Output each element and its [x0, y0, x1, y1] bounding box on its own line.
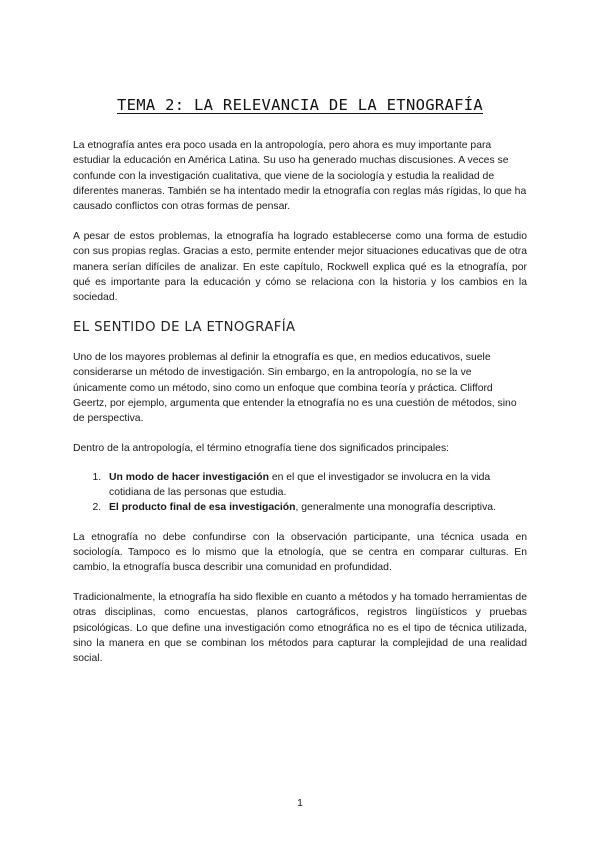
list-item: [104, 470, 527, 501]
paragraph-rockwell: A pesar de estos problemas, la etnografía ha logrado establecerse como una forma de estudio con sus propias reglas. Gracias a esto, permite entender mejor situaciones educativas que de otra manera serían difíciles de analizar. En este capítulo, Rockwell explica qué es la etnografía, por qué es importante para la educación y cómo se relaciona con la historia y los cambios en la sociedad.: [73, 230, 527, 304]
page-number: 1: [297, 798, 303, 809]
paragraph-method-problem: Uno de los mayores problemas al definir la etnografía es que, en medios educativos, suele considerarse un método de investigación. Sin embargo, en la antropología, no se la ve únicamente como un método, sino como un enfoque que combina teoría y práctica. Clifford Geertz, por ejemplo, argumenta que entender la etnografía no es una cuestión de métodos, sino de perspectiva.: [73, 351, 517, 425]
meanings-list: [73, 470, 527, 516]
paragraph-not-confuse: La etnografía no debe confundirse con la observación participante, una técnica usada en sociología. Tampoco es lo mismo que la etnología, que se centra en comparar culturas. En cambio, la etnografía busca describir una comunidad en profundidad.: [73, 531, 527, 574]
section-heading: EL SENTIDO DE LA ETNOGRAFÍA: [73, 319, 296, 335]
document-body: [73, 138, 527, 681]
paragraph-tradition: Tradicionalmente, la etnografía ha sido flexible en cuanto a métodos y ha tomado herramientas de otras disciplinas, como encuestas, planos cartográficos, registros lingüísticos y pruebas psicológicas. Lo que define una investigación como etnográfica no es el tipo de técnica utilizada, sino la manera en que se combinan los métodos para capturar la complejidad de una realidad social.: [73, 592, 527, 665]
list-item: [104, 500, 527, 515]
paragraph-intro: La etnografía antes era poco usada en la antropología, pero ahora es muy importante para estudiar la educación en América Latina. Su uso ha generado muchas discusiones. A veces se confunde con la investigación cualitativa, que viene de la sociología y estudia la realidad de diferentes maneras. También se ha intentado medir la etnografía con reglas más rígidas, lo que ha causado conflictos con otras formas de pensar.: [73, 140, 527, 213]
list-item-bold: Un modo de hacer investigación: [109, 471, 269, 483]
page-title: TEMA 2: LA RELEVANCIA DE LA ETNOGRAFÍA: [116, 96, 483, 114]
list-item-text: en el que el investigador se involucra en la vida cotidiana de las personas que estudia.: [109, 471, 491, 499]
paragraph-two-meanings: Dentro de la antropología, el término etnografía tiene dos significados principales:: [73, 442, 450, 454]
list-item-bold: El producto final de esa investigación: [109, 502, 296, 514]
list-item-text: , generalmente una monografía descriptiva.: [295, 502, 496, 514]
